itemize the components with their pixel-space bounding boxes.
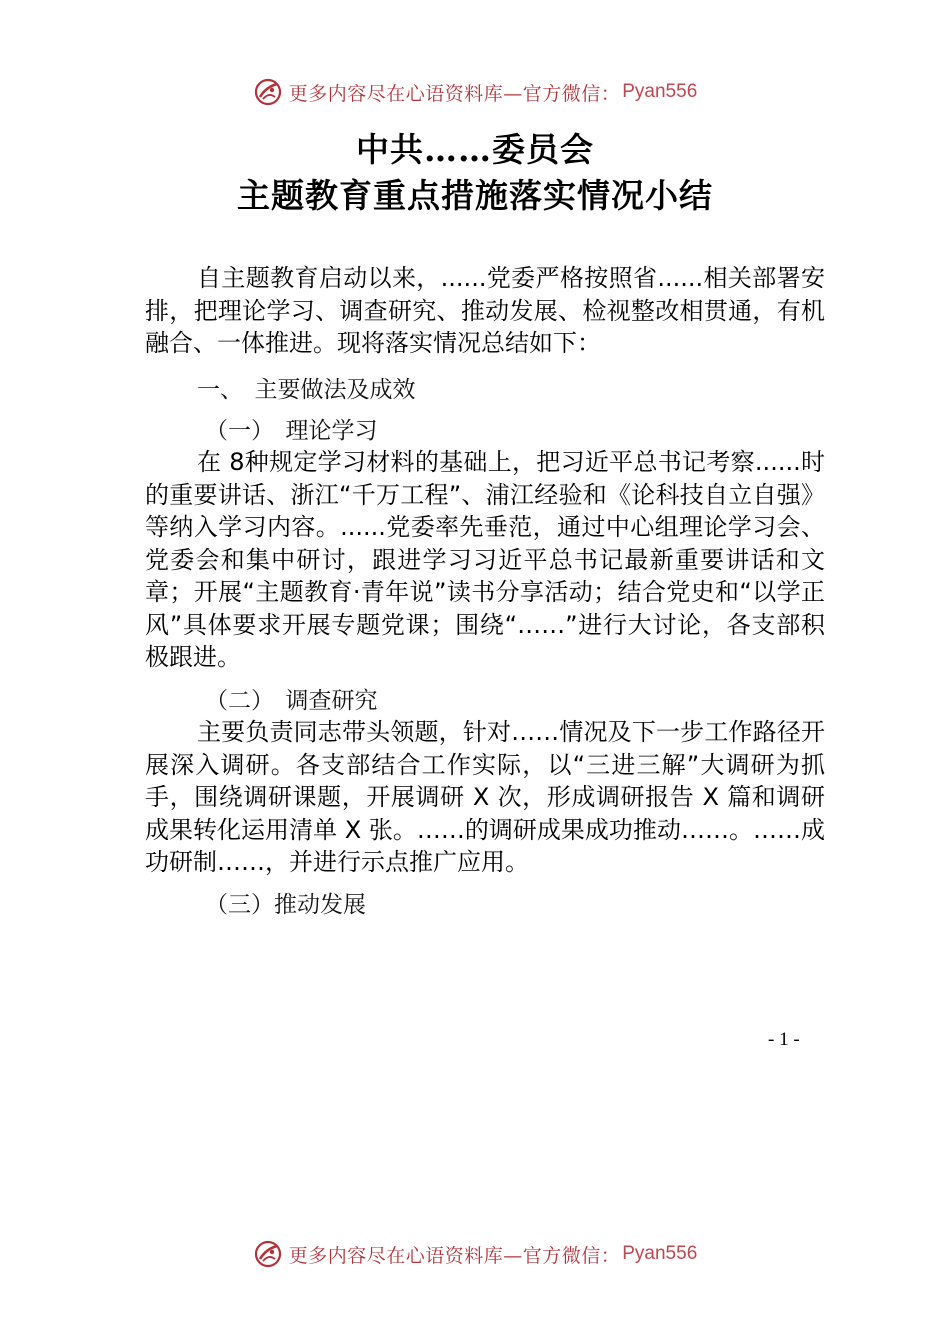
intro-paragraph: 自主题教育启动以来，......党委严格按照省......相关部署安排，把理论学习、调查研究、推动发展、检视整改相贯通，有机融合、一体推进。现将落实情况总结如下： <box>145 264 825 357</box>
subsection-heading-2: （二） 调查研究 <box>205 688 378 714</box>
brand-logo-icon <box>253 77 283 107</box>
subsection-1-block <box>145 446 825 674</box>
watermark-text: 更多内容尽在心语资料库—官方微信： <box>288 82 621 105</box>
page-number: - 1 - <box>768 1029 800 1050</box>
watermark-text: 更多内容尽在心语资料库—官方微信： <box>288 1244 621 1267</box>
watermark-wechat-id: Pyan556 <box>622 81 698 102</box>
subsection-heading-3: （三）推动发展 <box>205 892 366 918</box>
document-title-line1: 中共……委员会 <box>356 130 594 169</box>
subsection-1-paragraph: 在 8种规定学习材料的基础上，把习近平总书记考察......时的重要讲话、浙江“千万工程”、浦江经验和《论科技自立自强》等纳入学习内容。......党委率先垂范，通过中心组理论学习会、党委会和集中研讨，跟进学习习近平总书记最新重要讲话和文章；开展“主题教育·青年说”读书分享活动；结合党史和“以学正风”具体要求开展专题党课；围绕“……”进行大讨论，各支部积极跟进。 <box>145 448 825 671</box>
intro-block <box>145 262 825 360</box>
watermark-header <box>0 72 950 112</box>
subsection-heading-1: （一） 理论学习 <box>205 418 378 444</box>
brand-logo-icon <box>253 1239 283 1269</box>
subsection-2-block <box>145 716 825 879</box>
subsection-2-paragraph: 主要负责同志带头领题，针对……情况及下一步工作路径开展深入调研。各支部结合工作实际，以“三进三解”大调研为抓手，围绕调研课题，开展调研 X 次，形成调研报告 X 篇和调研成果转化运用清单 X 张。……的调研成果成功推动……。……成功研制……，并进行示点推广应用。 <box>145 718 825 876</box>
watermark-footer <box>0 1234 950 1274</box>
watermark-wechat-id: Pyan556 <box>622 1243 698 1264</box>
section-heading-1: 一、 主要做法及成效 <box>197 377 416 403</box>
document-title-line2: 主题教育重点措施落实情况小结 <box>237 176 713 215</box>
